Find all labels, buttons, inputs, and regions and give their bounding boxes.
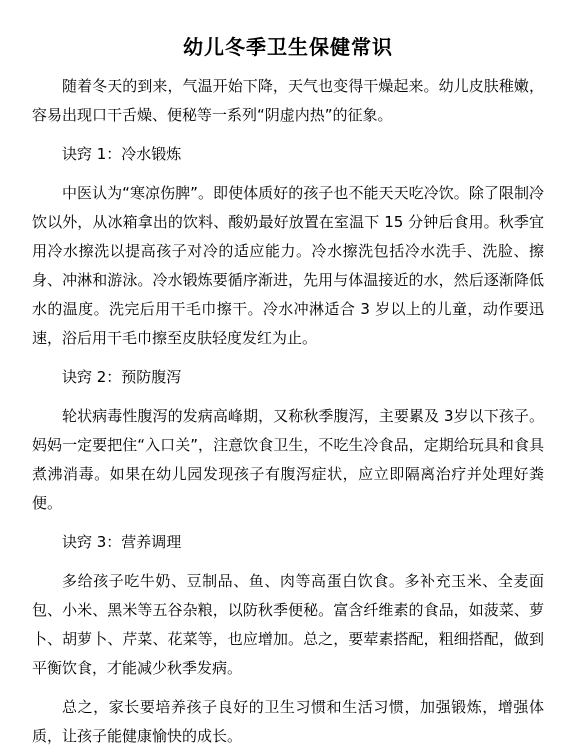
document-title: 幼儿冬季卫生保健常识 xyxy=(183,35,393,59)
section-heading-1: 诀窍 1：冷水锻炼 xyxy=(62,145,182,163)
summary-paragraph: 总之，家长要培养孩子良好的卫生习惯和生活习惯，加强锻炼，增强体质，让孩子能健康愉快的成长。 xyxy=(32,698,544,745)
intro-paragraph: 随着冬天的到来，气温开始下降，天气也变得干燥起来。幼儿皮肤稚嫩，容易出现口干舌燥、便秘等一系列“阴虚内热”的征象。 xyxy=(32,77,544,124)
section-heading-2: 诀窍 2：预防腹泻 xyxy=(62,368,182,386)
section-heading-3: 诀窍 3：营养调理 xyxy=(62,533,182,551)
section-body-2: 轮状病毒性腹泻的发病高峰期，又称秋季腹泻，主要累及 3岁以下孩子。妈妈一定要把住“入口关”，注意饮食卫生，不吃生冷食品，定期给玩具和食具煮沸消毒。如果在幼儿园发现孩子有腹泻症状，应立即隔离治疗并处理好粪便。 xyxy=(32,407,544,512)
section-body-3: 多给孩子吃牛奶、豆制品、鱼、肉等高蛋白饮食。多补充玉米、全麦面包、小米、黑米等五谷杂粮，以防秋季便秘。富含纤维素的食品，如菠菜、萝卜、胡萝卜、芹菜、花菜等，也应增加。总之，要荤素搭配，粗细搭配，做到平衡饮食，才能减少秋季发病。 xyxy=(32,572,544,677)
section-body-1: 中医认为“寒凉伤脾”。即使体质好的孩子也不能天天吃冷饮。除了限制冷饮以外，从冰箱拿出的饮料、酸奶最好放置在室温下 15 分钟后食用。秋季宜用冷水擦洗以提高孩子对冷的适应能力。冷水擦洗包括冷水洗手、洗脸、擦身、冲淋和游泳。冷水锻炼要循序渐进，先用与体温接近的水，然后逐渐降低水的温度。洗完后用干毛巾擦干。冷水冲淋适合 3 岁以上的儿童，动作要迅速，浴后用干毛巾擦至皮肤轻度发红为止。 xyxy=(32,184,544,347)
